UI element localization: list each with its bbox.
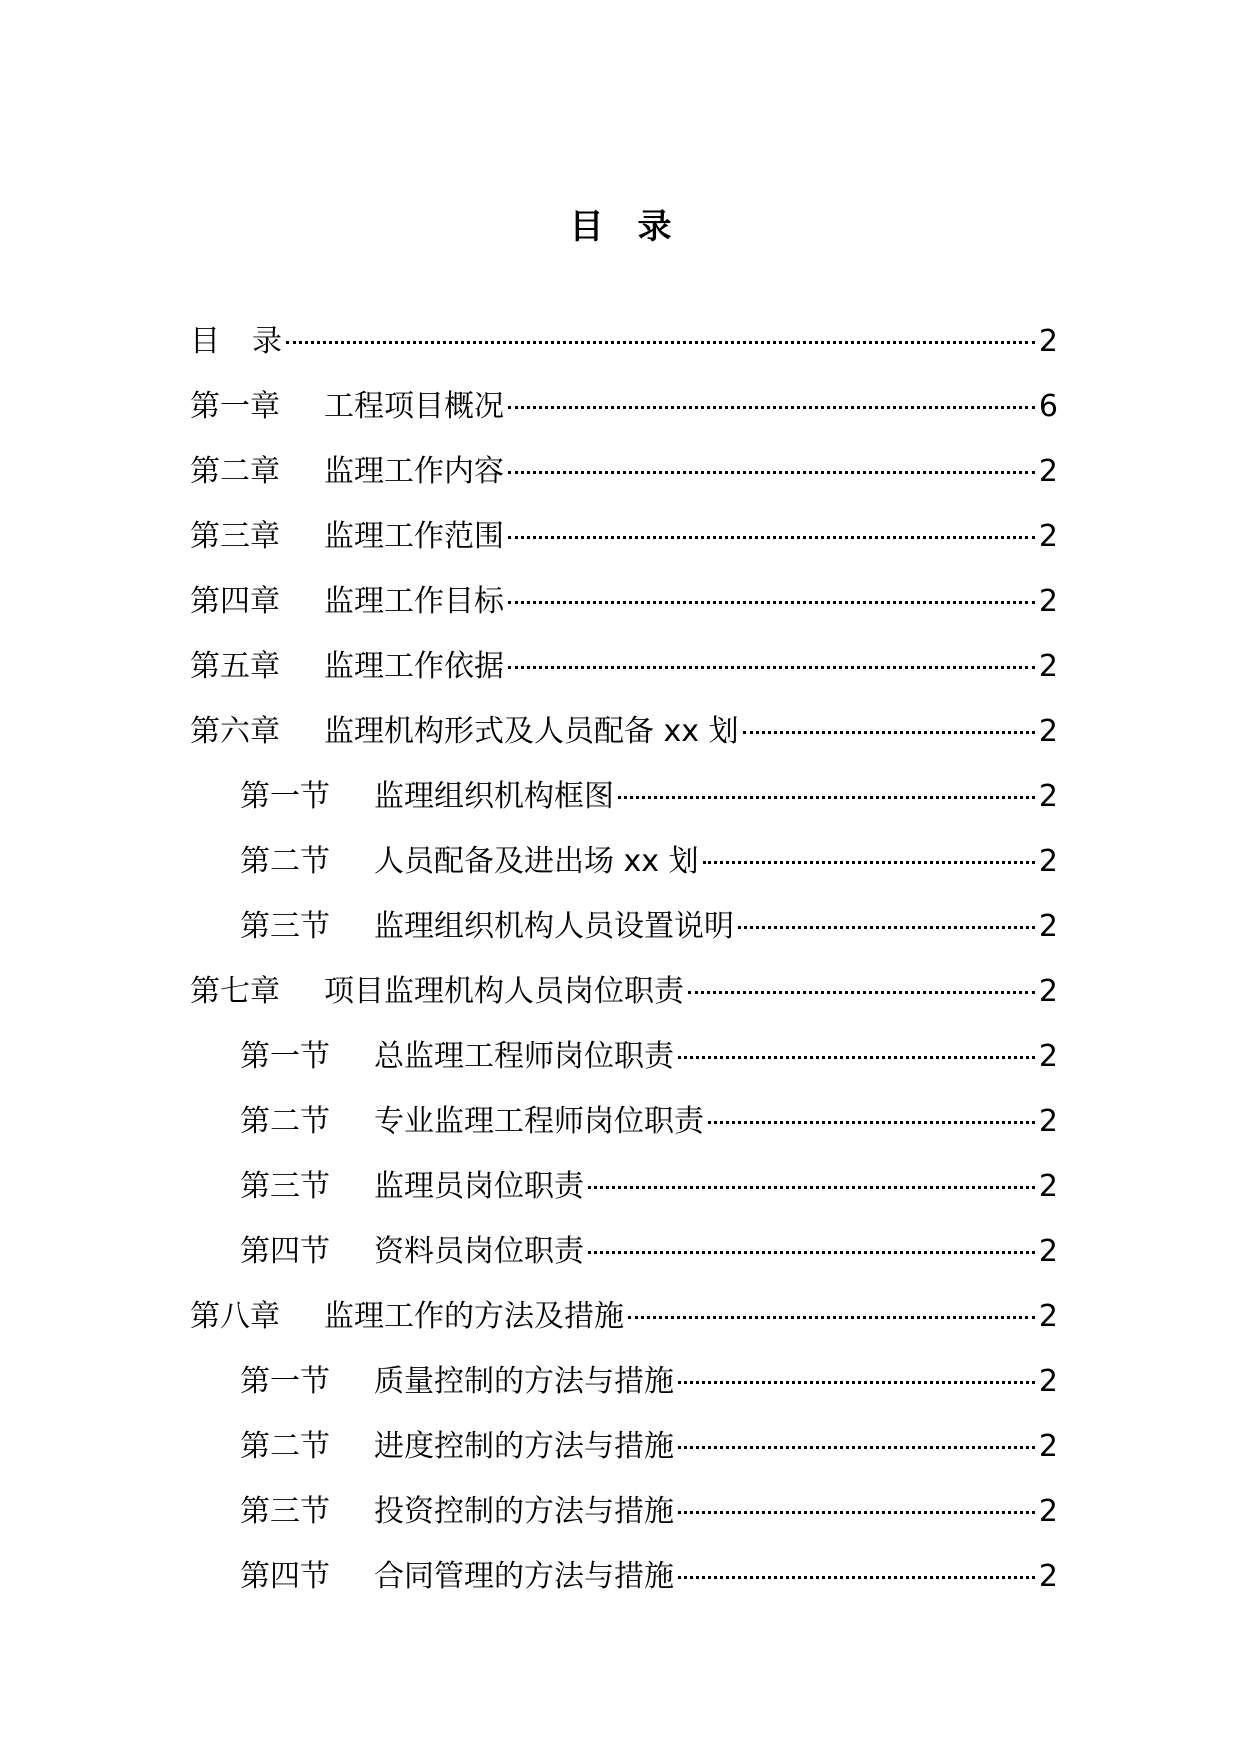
title-char-1: 目 <box>569 207 604 247</box>
toc-page-number: 6 <box>1038 389 1058 424</box>
toc-entry-title: 合同管理的方法与措施 <box>374 1559 674 1594</box>
toc-page-number: 2 <box>1038 584 1058 619</box>
toc-page-number: 2 <box>1038 909 1058 944</box>
toc-entry-number: 第八章 <box>190 1299 280 1334</box>
toc-section-row[interactable] <box>190 1154 1058 1219</box>
toc-chapter-row[interactable] <box>190 439 1058 504</box>
toc-page-number: 2 <box>1038 1169 1058 1204</box>
toc-chapter-row[interactable] <box>190 634 1058 699</box>
toc-entry-number: 第一节 <box>240 779 330 814</box>
toc-entry-number: 第二节 <box>240 844 330 879</box>
toc-entry-title: 资料员岗位职责 <box>374 1234 584 1269</box>
toc-dot-leader <box>738 926 1035 929</box>
toc-chapter-row[interactable] <box>190 699 1058 764</box>
toc-section-row[interactable] <box>190 1479 1058 1544</box>
toc-entry-title: 工程项目概况 <box>324 389 504 424</box>
toc-chapter-row[interactable] <box>190 569 1058 634</box>
toc-entry-number: 第四章 <box>190 584 280 619</box>
toc-dot-leader <box>678 1576 1035 1579</box>
toc-entry-title: 专业监理工程师岗位职责 <box>374 1104 704 1139</box>
toc-page-number: 2 <box>1038 714 1058 749</box>
toc-page-number: 2 <box>1038 974 1058 1009</box>
toc-page-number: 2 <box>1038 844 1058 879</box>
toc-entry-number: 第一节 <box>240 1364 330 1399</box>
page-title <box>0 202 1241 252</box>
toc-entry-number: 第二节 <box>240 1104 330 1139</box>
toc-chapter-row[interactable] <box>190 959 1058 1024</box>
toc-section-row[interactable] <box>190 829 1058 894</box>
toc-chapter-row[interactable] <box>190 309 1058 374</box>
toc-entry-number: 第一节 <box>240 1039 330 1074</box>
title-char-2: 录 <box>637 207 672 247</box>
toc-entry-title: 投资控制的方法与措施 <box>374 1494 674 1529</box>
toc-page-number: 2 <box>1038 779 1058 814</box>
toc-entry-number: 第四节 <box>240 1234 330 1269</box>
toc-chapter-row[interactable] <box>190 504 1058 569</box>
toc-section-row[interactable] <box>190 1089 1058 1154</box>
toc-dot-leader <box>703 861 1035 864</box>
toc-dot-leader <box>508 601 1035 604</box>
toc-entry-number: 第三节 <box>240 909 330 944</box>
toc-dot-leader <box>708 1121 1035 1124</box>
toc-page-number: 2 <box>1038 1429 1058 1464</box>
toc-entry-title: 录 <box>252 324 282 359</box>
toc-dot-leader <box>678 1381 1035 1384</box>
toc-page-number: 2 <box>1038 1104 1058 1139</box>
toc-dot-leader <box>508 406 1035 409</box>
toc-dot-leader <box>618 796 1035 799</box>
toc-dot-leader <box>688 991 1035 994</box>
toc-list <box>190 309 1058 1609</box>
toc-section-row[interactable] <box>190 764 1058 829</box>
toc-page-number: 2 <box>1038 1234 1058 1269</box>
toc-entry-number: 第二章 <box>190 454 280 489</box>
toc-dot-leader <box>508 471 1035 474</box>
toc-entry-title: 总监理工程师岗位职责 <box>374 1039 674 1074</box>
toc-entry-number: 第四节 <box>240 1559 330 1594</box>
toc-dot-leader <box>678 1056 1035 1059</box>
toc-page-number: 2 <box>1038 1494 1058 1529</box>
toc-entry-number: 第五章 <box>190 649 280 684</box>
toc-entry-title: 质量控制的方法与措施 <box>374 1364 674 1399</box>
toc-entry-title: 监理组织机构人员设置说明 <box>374 909 734 944</box>
toc-entry-title: 监理工作的方法及措施 <box>324 1299 624 1334</box>
toc-page-number: 2 <box>1038 519 1058 554</box>
toc-entry-title: 监理组织机构框图 <box>374 779 614 814</box>
toc-dot-leader <box>743 731 1035 734</box>
toc-entry-number: 目 <box>190 324 220 359</box>
toc-entry-title: 监理员岗位职责 <box>374 1169 584 1204</box>
toc-section-row[interactable] <box>190 1024 1058 1089</box>
toc-section-row[interactable] <box>190 894 1058 959</box>
toc-entry-number: 第二节 <box>240 1429 330 1464</box>
toc-page-number: 2 <box>1038 1364 1058 1399</box>
toc-entry-title: 监理工作依据 <box>324 649 504 684</box>
toc-page-number: 2 <box>1038 454 1058 489</box>
toc-dot-leader <box>678 1446 1035 1449</box>
toc-entry-number: 第三节 <box>240 1494 330 1529</box>
toc-page-number: 2 <box>1038 1299 1058 1334</box>
toc-entry-number: 第三章 <box>190 519 280 554</box>
toc-section-row[interactable] <box>190 1349 1058 1414</box>
toc-dot-leader <box>588 1251 1035 1254</box>
toc-dot-leader <box>286 341 1035 344</box>
toc-dot-leader <box>678 1511 1035 1514</box>
toc-dot-leader <box>628 1316 1035 1319</box>
toc-entry-number: 第一章 <box>190 389 280 424</box>
toc-page-number: 2 <box>1038 324 1058 359</box>
toc-section-row[interactable] <box>190 1414 1058 1479</box>
toc-entry-number: 第六章 <box>190 714 280 749</box>
toc-entry-title: 监理工作内容 <box>324 454 504 489</box>
toc-section-row[interactable] <box>190 1544 1058 1609</box>
toc-dot-leader <box>508 536 1035 539</box>
toc-entry-title: 项目监理机构人员岗位职责 <box>324 974 684 1009</box>
toc-page-number: 2 <box>1038 1559 1058 1594</box>
toc-entry-number: 第七章 <box>190 974 280 1009</box>
toc-page-number: 2 <box>1038 649 1058 684</box>
toc-page-number: 2 <box>1038 1039 1058 1074</box>
toc-dot-leader <box>588 1186 1035 1189</box>
toc-entry-title: 监理机构形式及人员配备 xx 划 <box>324 714 739 749</box>
toc-section-row[interactable] <box>190 1219 1058 1284</box>
toc-entry-title: 监理工作范围 <box>324 519 504 554</box>
toc-entry-title: 监理工作目标 <box>324 584 504 619</box>
toc-dot-leader <box>508 666 1035 669</box>
toc-chapter-row[interactable] <box>190 1284 1058 1349</box>
toc-chapter-row[interactable] <box>190 374 1058 439</box>
toc-entry-title: 进度控制的方法与措施 <box>374 1429 674 1464</box>
toc-entry-title: 人员配备及进出场 xx 划 <box>374 844 699 879</box>
toc-entry-number: 第三节 <box>240 1169 330 1204</box>
